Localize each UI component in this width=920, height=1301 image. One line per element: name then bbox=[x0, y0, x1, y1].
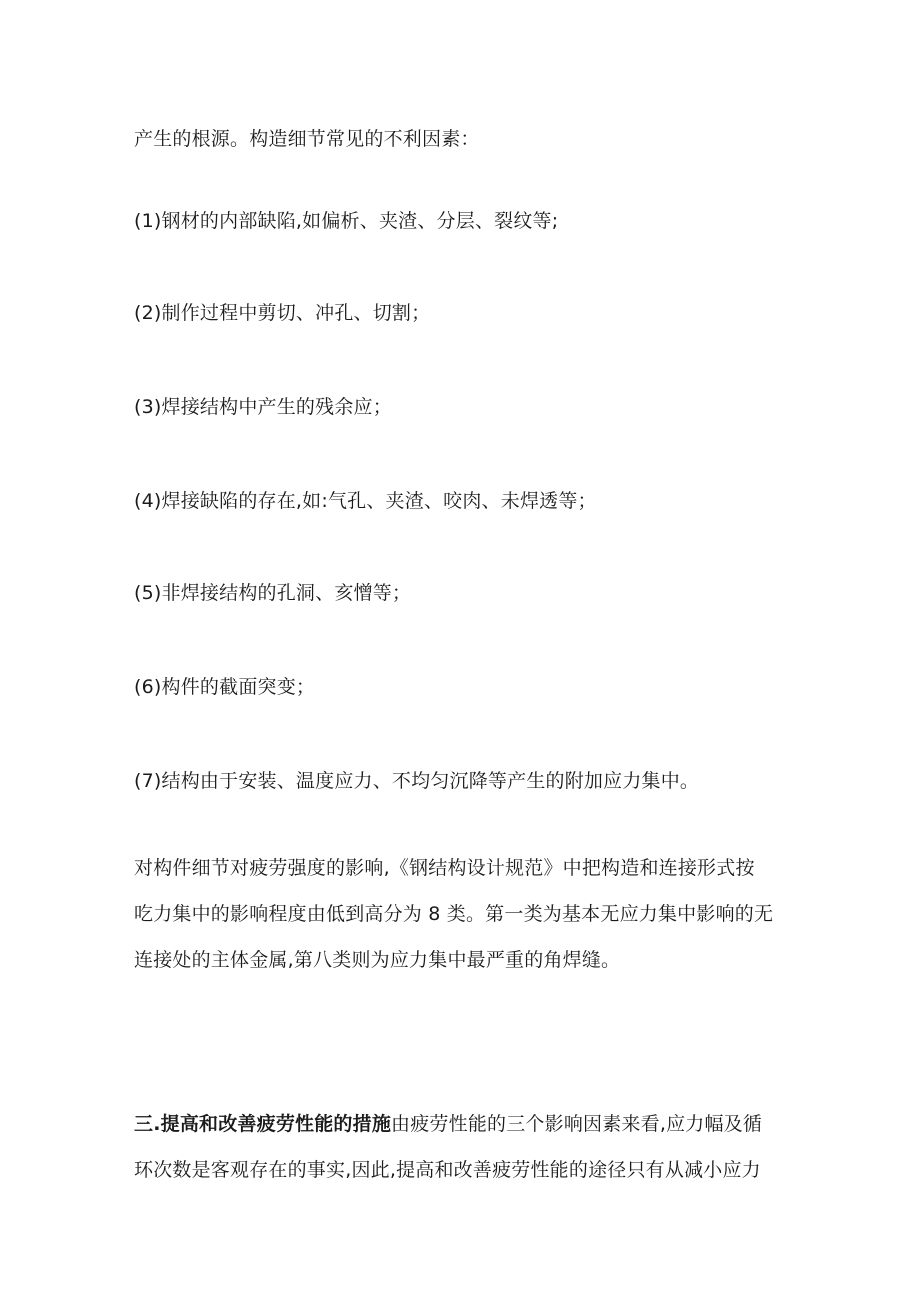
section-three-paragraph bbox=[134, 1101, 794, 1193]
classification-line-1: 对构件细节对疲劳强度的影响,《钢结构设计规范》中把构造和连接形式按 bbox=[134, 857, 755, 879]
factor-item-2: (2)制作过程中剪切、冲孔、切割； bbox=[134, 302, 431, 324]
classification-line-3: 连接处的主体金属,第八类则为应力集中最严重的角焊缝。 bbox=[134, 949, 621, 971]
factor-item-6: (6)构件的截面突变； bbox=[134, 676, 316, 698]
section-three-first-line-rest: 由疲劳性能的三个影响因素来看,应力幅及循 bbox=[391, 1113, 763, 1135]
section-three-line-2: 环次数是客观存在的事实,因此,提高和改善疲劳性能的途径只有从减小应力 bbox=[134, 1159, 761, 1181]
classification-paragraph bbox=[134, 845, 794, 983]
factor-item-1: (1)钢材的内部缺陷,如偏析、夹渣、分层、裂纹等; bbox=[134, 210, 559, 232]
factor-item-5: (5)非焊接结构的孔洞、亥憎等； bbox=[134, 582, 412, 604]
section-three-heading: 三.提高和改善疲劳性能的措施 bbox=[134, 1113, 392, 1135]
factor-item-3: (3)焊接结构中产生的残余应； bbox=[134, 396, 392, 418]
intro-line: 产生的根源。构造细节常见的不利因素： bbox=[134, 128, 480, 150]
classification-line-2: 吃力集中的影响程度由低到高分为 8 类。第一类为基本无应力集中影响的无 bbox=[134, 903, 774, 925]
factor-item-7: (7)结构由于安装、温度应力、不均匀沉降等产生的附加应力集中。 bbox=[134, 770, 700, 792]
factor-item-4: (4)焊接缺陷的存在,如:气孔、夹渣、咬肉、未焊透等； bbox=[134, 490, 597, 512]
section-three-line-1 bbox=[134, 1101, 794, 1147]
